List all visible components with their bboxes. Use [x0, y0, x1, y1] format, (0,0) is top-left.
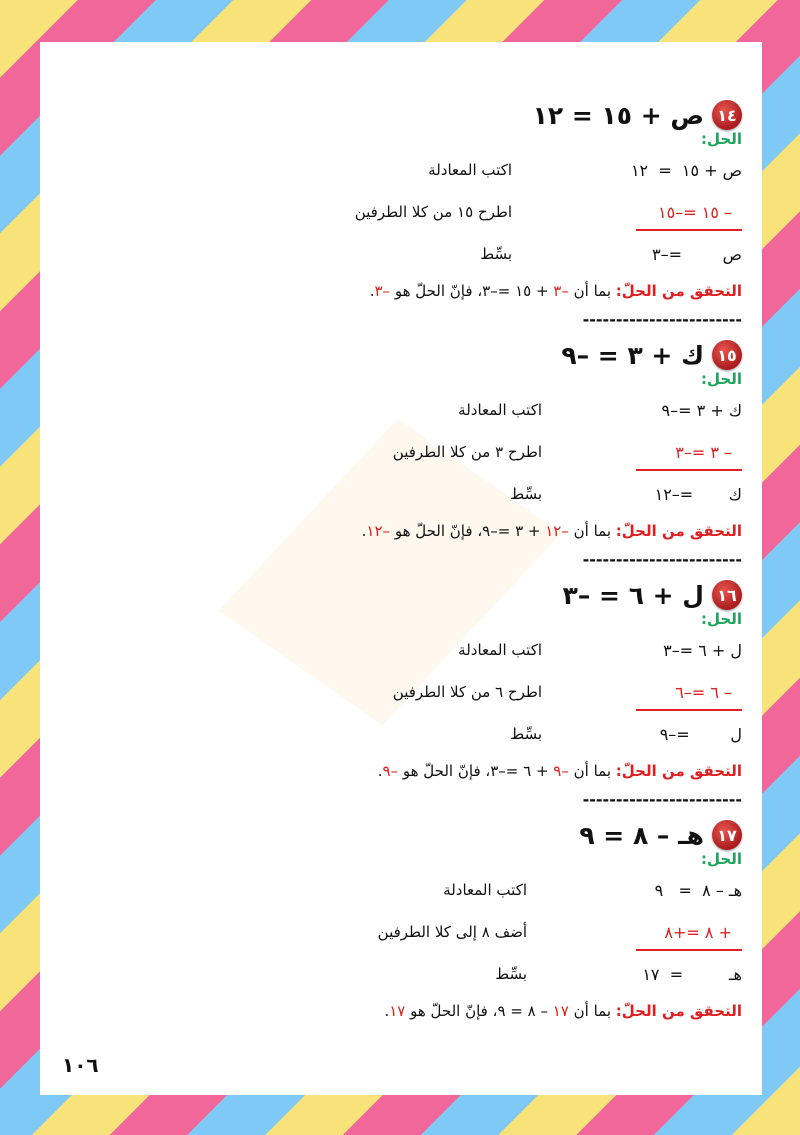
check-line	[52, 522, 742, 550]
check-text: + ٦ =–٣، فإنّ الحلّ هو	[398, 762, 554, 780]
check-text: + ١٥ =–٣، فإنّ الحلّ هو	[390, 282, 554, 300]
page-content	[40, 42, 762, 1095]
step-row	[52, 152, 742, 194]
problem-number-badge: ١٤	[712, 100, 742, 130]
check-value: ١٧	[389, 1002, 406, 1020]
step-description: أضف ٨ إلى كلا الطرفين	[377, 923, 527, 941]
check-label: التحقق من الحلّ:	[615, 282, 742, 300]
step-equation: – ١٥ =–١٥	[658, 203, 732, 222]
underline-rule	[636, 949, 742, 951]
problem-16	[52, 576, 742, 808]
step-row	[52, 476, 742, 518]
step-row	[52, 872, 742, 914]
step-description: اكتب المعادلة	[428, 161, 512, 179]
problem-14	[52, 96, 742, 328]
check-text: .	[377, 762, 383, 780]
problem-15	[52, 336, 742, 568]
solution-label: الحل:	[701, 370, 742, 388]
step-description: بسِّط	[480, 245, 512, 263]
step-equation: ك + ٣ =–٩	[661, 401, 742, 420]
step-equation: + ٨ =+٨	[664, 923, 732, 942]
check-text: بما أن	[568, 522, 616, 540]
step-description: اطرح ٣ من كلا الطرفين	[392, 443, 542, 461]
step-row	[52, 236, 742, 278]
step-row	[52, 956, 742, 998]
underline-rule	[636, 229, 742, 231]
problem-equation: ص + ١٥ = ١٢	[532, 100, 704, 130]
problem-equation: هـ – ٨ = ٩	[579, 820, 704, 850]
problem-number-badge: ١٥	[712, 340, 742, 370]
step-row	[52, 194, 742, 236]
step-row	[52, 914, 742, 956]
check-label: التحقق من الحلّ:	[615, 1002, 742, 1020]
check-line	[52, 1002, 742, 1030]
problem-equation: ل + ٦ = –٣	[562, 580, 704, 610]
problem-17	[52, 816, 742, 1030]
step-row	[52, 716, 742, 758]
step-row	[52, 674, 742, 716]
step-equation: – ٣ =–٣	[675, 443, 732, 462]
check-value: –٩	[553, 762, 569, 780]
step-equation: – ٦ =–٦	[675, 683, 732, 702]
underline-rule	[636, 709, 742, 711]
problem-equation: ك + ٣ = –٩	[561, 340, 704, 370]
step-equation: هـ – ٨ = ٩	[654, 881, 742, 900]
step-description: بسِّط	[495, 965, 527, 983]
check-value: –٣	[553, 282, 569, 300]
problem-title	[52, 336, 742, 374]
step-equation: ك =–١٢	[654, 485, 742, 504]
step-row	[52, 632, 742, 674]
step-row	[52, 434, 742, 476]
check-value: –٩	[382, 762, 399, 780]
check-line	[52, 282, 742, 310]
check-text: + ٣ =–٩، فإنّ الحلّ هو	[390, 522, 546, 540]
step-description: اطرح ١٥ من كلا الطرفين	[354, 203, 512, 221]
step-description: بسِّط	[510, 485, 542, 503]
dashed-separator: ------------------------	[582, 550, 742, 568]
dashed-separator: ------------------------	[582, 790, 742, 808]
check-line	[52, 762, 742, 790]
page-number: ١٠٦	[62, 1053, 99, 1077]
underline-rule	[636, 469, 742, 471]
check-text: بما أن	[568, 282, 616, 300]
problem-title	[52, 816, 742, 854]
check-text: بما أن	[568, 762, 616, 780]
check-value: –١٢	[366, 522, 391, 540]
check-value: ١٧	[552, 1002, 569, 1020]
problem-number-badge: ١٦	[712, 580, 742, 610]
check-label: التحقق من الحلّ:	[615, 522, 742, 540]
step-equation: ل + ٦ =–٣	[663, 641, 742, 660]
problem-title	[52, 96, 742, 134]
page-sheet	[40, 42, 762, 1095]
step-description: اطرح ٦ من كلا الطرفين	[392, 683, 542, 701]
check-text: – ٨ = ٩، فإنّ الحلّ هو	[405, 1002, 553, 1020]
step-description: اكتب المعادلة	[458, 401, 542, 419]
check-value: –١٢	[545, 522, 569, 540]
check-text: بما أن	[568, 1002, 616, 1020]
step-row	[52, 392, 742, 434]
step-description: اكتب المعادلة	[443, 881, 527, 899]
step-equation: ل =–٩	[659, 725, 742, 744]
check-text: .	[384, 1002, 390, 1020]
step-description: اكتب المعادلة	[458, 641, 542, 659]
solution-label: الحل:	[701, 850, 742, 868]
step-equation: ص =–٣	[651, 245, 742, 264]
solution-label: الحل:	[701, 610, 742, 628]
solution-label: الحل:	[701, 130, 742, 148]
step-description: بسِّط	[510, 725, 542, 743]
step-equation: هـ = ١٧	[642, 965, 742, 984]
check-text: .	[361, 522, 367, 540]
problem-title	[52, 576, 742, 614]
check-label: التحقق من الحلّ:	[615, 762, 742, 780]
dashed-separator: ------------------------	[582, 310, 742, 328]
check-value: –٣	[374, 282, 391, 300]
step-equation: ص + ١٥ = ١٢	[630, 161, 742, 180]
check-text: .	[369, 282, 375, 300]
problem-number-badge: ١٧	[712, 820, 742, 850]
